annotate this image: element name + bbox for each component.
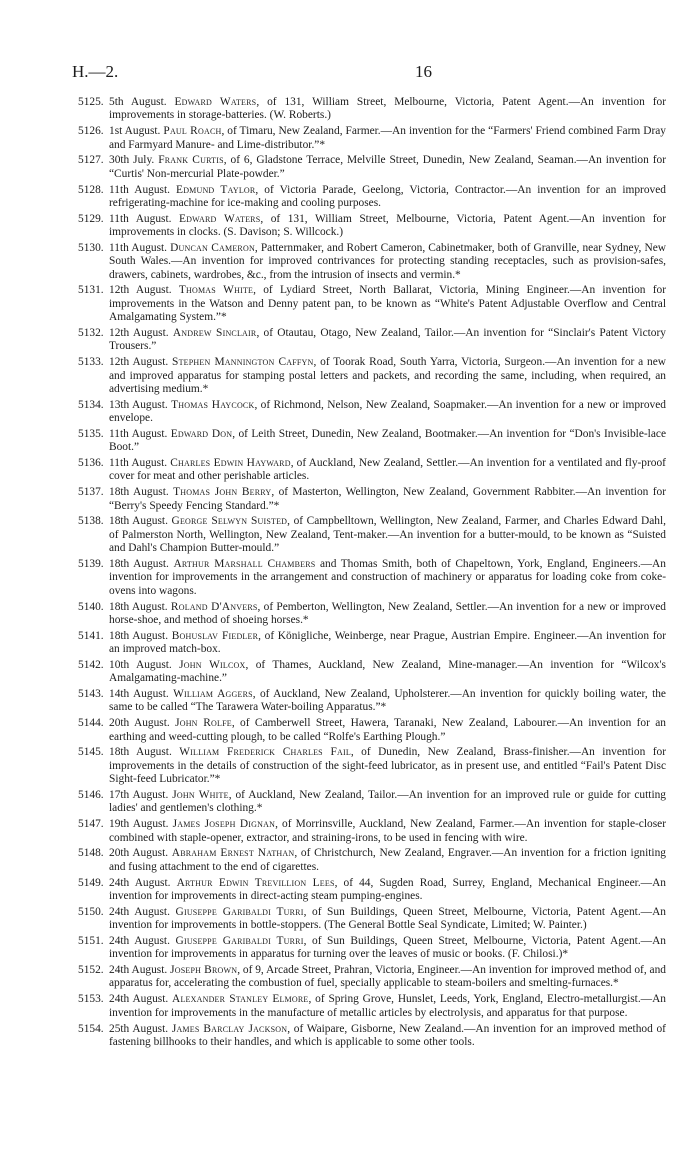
entry-number: 5127. [78, 154, 104, 167]
entry-date: 18th August. [109, 558, 169, 570]
invention-description: , of Spring Grove, Hunslet, Leeds, York, England, Electro-metallurgist.—An invention for improvements in the manufacture of metallic articles by electrolysis, and apparatus for that purpose. [109, 993, 666, 1019]
entry-text [109, 327, 666, 354]
applicant-name: Frank Curtis [158, 154, 224, 167]
entry-text [109, 213, 666, 240]
applicant-name: Thomas John Berry [173, 486, 272, 499]
invention-description: , of Dunedin, New Zealand, Brass-finisher.—An invention for improvements in the details of construction of the sight-feed lubricator, as in present use, and entitled “Fail's Patent Disc Sight-feed Lubricator.”* [109, 746, 666, 786]
patent-entry [78, 96, 666, 123]
entry-number: 5152. [78, 964, 104, 977]
applicant-name: Stephen Mannington Caffyn [172, 356, 314, 369]
running-head [70, 62, 650, 84]
patent-entry [78, 659, 666, 686]
applicant-name: George Selwyn Suisted [171, 515, 288, 528]
invention-description: , of Camberwell Street, Hawera, Taranaki, New Zealand, Labourer.—An invention for an earthing and weed-cutting plough, to be called “Rolfe's Earthing Plough.” [109, 717, 666, 743]
applicant-name: Giuseppe Garibaldi Turri [175, 934, 304, 947]
entry-number: 5137. [78, 486, 104, 499]
applicant-name: John Wilcox [179, 658, 246, 671]
patent-entry [78, 1023, 666, 1050]
entry-date: 20th August. [109, 717, 170, 730]
entry-date: 30th July. [109, 154, 155, 167]
entry-text [109, 659, 666, 686]
entry-number: 5135. [78, 427, 104, 440]
entry-text [109, 789, 666, 816]
entry-number: 5134. [78, 398, 104, 411]
applicant-name: Thomas Haycock [171, 398, 255, 411]
entry-text [109, 935, 666, 962]
patent-entry [78, 356, 666, 396]
entry-text [109, 630, 666, 657]
applicant-name: James Joseph Dignan [172, 818, 276, 831]
entry-number: 5130. [78, 241, 104, 254]
entry-text [109, 428, 666, 455]
invention-description: , of Richmond, Nelson, New Zealand, Soapmaker.—An invention for a new or improved envelope. [109, 398, 666, 425]
invention-description: , of Masterton, Wellington, New Zealand, Government Rabbiter.—An invention for “Berry's Speedy Fencing Standard.”* [109, 486, 666, 512]
entry-text [109, 601, 666, 628]
applicant-name: John Rolfe [175, 717, 232, 730]
entry-date: 11th August. [109, 427, 168, 440]
entry-text [109, 717, 666, 744]
entry-date: 11th August. [109, 212, 172, 225]
entry-date: 5th August. [109, 96, 167, 108]
invention-description: , of Otautau, Otago, New Zealand, Tailor.—An invention for “Sinclair's Patent Victory Trousers.” [109, 327, 666, 353]
entry-text [109, 154, 666, 181]
entry-number: 5147. [78, 818, 104, 831]
entry-text [109, 125, 666, 152]
invention-description: , of Thames, Auckland, New Zealand, Mine-manager.—An invention for “Wilcox's Amalgamating-machine.” [109, 658, 666, 685]
invention-description: , Patternmaker, and Robert Cameron, Cabinetmaker, both of Granville, near Sydney, New South Wales.—An invention for improved contrivances for protecting standing receptacles, such as provision-safes, drawers, cabinets, wardrobes, &c., from the intrusion of insects and vermin.* [109, 241, 666, 281]
invention-description: , of 131, William Street, Melbourne, Victoria, Patent Agent.—An invention for improvements in storage-batteries. (W. Roberts.) [109, 96, 667, 122]
entry-number: 5143. [78, 688, 104, 701]
patent-entry [78, 847, 666, 874]
invention-description: , of Auckland, New Zealand, Upholsterer.—An invention for quickly boiling water, the same to be called “The Tarawera Water-boiling Apparatus.”* [109, 688, 666, 714]
invention-description: , of 44, Sugden Road, Surrey, England, Mechanical Engineer.—An invention for improvements in direct-acting steam pumping-engines. [109, 876, 666, 902]
entry-number: 5149. [78, 876, 104, 889]
patent-entry [78, 717, 666, 744]
entry-text [109, 688, 666, 715]
invention-description: , of Toorak Road, South Yarra, Victoria, Surgeon.—An invention for a new and improved apparatus for stamping postal letters and packets, and recording the same, including, when required, an advertising medium.* [109, 356, 666, 395]
patent-entry [78, 486, 666, 513]
applicant-name: Arthur Edwin Trevillion Lees [176, 876, 335, 889]
entry-number: 5129. [78, 212, 104, 225]
applicant-name: Giuseppe Garibaldi Turri [175, 905, 304, 918]
entry-text [109, 515, 666, 555]
invention-description: , of Sun Buildings, Queen Street, Melbourne, Victoria, Patent Agent.—An invention for improvements in apparatus for turning over the leaves of music or books. (F. Chilosi.)* [109, 934, 666, 961]
entry-text [109, 486, 666, 513]
entry-text [109, 558, 666, 598]
section-reference: H.—2. [72, 62, 119, 81]
invention-description: , of Leith Street, Dunedin, New Zealand, Bootmaker.—An invention for “Don's Invisible-lace Boot.” [109, 427, 666, 454]
entry-date: 18th August. [109, 486, 169, 499]
patent-entry [78, 993, 666, 1020]
applicant-name: William Aggers [173, 688, 253, 701]
patent-entry [78, 399, 666, 426]
entry-text [109, 1023, 666, 1050]
invention-description: , of Sun Buildings, Queen Street, Melbourne, Victoria, Patent Agent.—An invention for improvements in bottle-stoppers. (The General Bottle Seal Syndicate, Limited; W. Painter.) [109, 905, 666, 932]
entry-number: 5141. [78, 629, 104, 642]
applicant-name: Thomas White [178, 284, 254, 297]
entry-number: 5146. [78, 789, 104, 801]
applicant-name: Paul Roach [163, 125, 222, 138]
entry-date: 12th August. [109, 284, 172, 297]
entry-number: 5128. [78, 183, 104, 196]
entry-number: 5126. [78, 125, 104, 138]
entry-date: 18th August. [109, 600, 168, 613]
entry-text [109, 457, 666, 484]
entry-text [109, 964, 666, 991]
patent-entry [78, 154, 666, 181]
patent-entry [78, 906, 666, 933]
entry-date: 24th August. [109, 876, 171, 889]
entry-text [109, 96, 666, 123]
invention-description: , of Lydiard Street, North Ballarat, Victoria, Mining Engineer.—An invention for improvements in the Watson and Denny patent pan, to be known as “White's Patent Adjustable Overflow and Central Amalgamating System.”* [109, 284, 666, 324]
entry-date: 24th August. [109, 993, 169, 1006]
entry-number: 5154. [78, 1022, 104, 1035]
patent-entry [78, 688, 666, 715]
entry-number: 5145. [78, 746, 104, 759]
page-number: 16 [415, 62, 432, 81]
invention-description: , of 131, William Street, Melbourne, Victoria, Patent Agent.—An invention for improvements in clocks. (S. Davison; S. Willcock.) [109, 212, 667, 239]
entry-text [109, 818, 666, 845]
entry-number: 5125. [78, 96, 104, 108]
entry-date: 12th August. [109, 356, 169, 369]
patent-entry [78, 428, 666, 455]
entry-text [109, 746, 666, 786]
entry-number: 5131. [78, 284, 104, 297]
entry-text [109, 284, 666, 324]
entry-date: 20th August. [109, 847, 169, 860]
entry-text [109, 242, 666, 282]
entry-number: 5138. [78, 515, 104, 528]
entry-text [109, 877, 666, 904]
entry-date: 18th August. [109, 629, 169, 642]
applicant-name: Roland D'Anvers [170, 600, 258, 613]
entry-number: 5142. [78, 658, 104, 671]
entry-text [109, 356, 666, 396]
entry-date: 11th August. [109, 457, 168, 470]
patent-entry [78, 457, 666, 484]
invention-description: , of Christchurch, New Zealand, Engraver.—An invention for a friction igniting and fusing attachment to the end of cigarettes. [109, 847, 666, 873]
entry-date: 18th August. [109, 746, 172, 759]
entry-date: 24th August. [109, 934, 170, 947]
patent-entry [78, 242, 666, 282]
patent-entry [78, 746, 666, 786]
invention-description: , of Königliche, Weinberge, near Prague, Austrian Empire. Engineer.—An invention for an improved match-box. [109, 629, 667, 656]
entry-date: 24th August. [109, 964, 168, 977]
patent-entry [78, 327, 666, 354]
applicant-name: Andrew Sinclair [172, 327, 257, 339]
patent-application-list [78, 96, 666, 1052]
applicant-name: Duncan Cameron [170, 241, 255, 254]
entry-number: 5139. [78, 558, 104, 570]
entry-text [109, 399, 666, 426]
entry-date: 12th August. [109, 327, 169, 339]
entry-number: 5148. [78, 847, 104, 860]
invention-description: , of Morrinsville, Auckland, New Zealand, Farmer.—An invention for staple-closer combined with staple-opener, extractor, and straining-irons, to be used in fencing with wire. [109, 818, 666, 844]
entry-number: 5150. [78, 905, 104, 918]
entry-date: 25th August. [109, 1022, 169, 1035]
patent-entry [78, 213, 666, 240]
patent-entry [78, 877, 666, 904]
entry-text [109, 906, 666, 933]
entry-date: 13th August. [109, 398, 168, 411]
applicant-name: John White [172, 789, 229, 801]
patent-entry [78, 284, 666, 324]
applicant-name: Edmund Taylor [176, 183, 256, 196]
applicant-name: Charles Edwin Hayward [170, 457, 291, 470]
invention-description: , of Waipare, Gisborne, New Zealand.—An invention for an improved method of fastening billhooks to their handles, and which is applicable to some other tools. [109, 1022, 666, 1048]
entry-number: 5132. [78, 327, 104, 339]
invention-description: , of 9, Arcade Street, Prahran, Victoria, Engineer.—An invention for improved method of, and apparatus for, accelerating the combustion of fuel, specially applicable to steam-boilers and smelting-furnaces.* [109, 964, 666, 990]
patent-entry [78, 125, 666, 152]
applicant-name: Abraham Ernest Nathan [171, 847, 295, 860]
entry-date: 1st August. [109, 125, 161, 138]
applicant-name: Edward Waters [178, 212, 261, 225]
entry-number: 5136. [78, 457, 104, 470]
entry-text [109, 847, 666, 874]
entry-number: 5144. [78, 717, 104, 730]
entry-date: 19th August. [109, 818, 169, 831]
patent-entry [78, 964, 666, 991]
entry-date: 10th August. [109, 658, 172, 671]
applicant-name: James Barclay Jackson [171, 1022, 288, 1035]
applicant-name: Edward Waters [174, 96, 257, 108]
patent-entry [78, 558, 666, 598]
applicant-name: Arthur Marshall Chambers [173, 558, 316, 570]
invention-description: , of 6, Gladstone Terrace, Melville Street, Dunedin, New Zealand, Seaman.—An invention for “Curtis' Non-mercurial Plate-powder.” [109, 154, 666, 180]
entry-number: 5153. [78, 993, 104, 1006]
patent-entry [78, 601, 666, 628]
applicant-name: Edward Don [170, 427, 233, 440]
patent-entry [78, 789, 666, 816]
invention-description: , of Auckland, New Zealand, Tailor.—An invention for an improved rule or guide for cutting ladies' and gentlemen's clothing.* [109, 789, 666, 815]
invention-description: , of Campbelltown, Wellington, New Zealand, Farmer, and Charles Edward Dahl, of Palmerston North, Wellington, New Zealand, Tent-maker.—An invention for a butter-mould, to be known as “Suisted and Dahl's Champion Butter-mould.” [109, 515, 667, 555]
entry-date: 11th August. [109, 183, 170, 196]
entry-date: 14th August. [109, 688, 169, 701]
entry-number: 5133. [78, 356, 104, 369]
invention-description: , of Pemberton, Wellington, New Zealand, Settler.—An invention for a new or improved horse-shoe, and method of shoeing horses.* [109, 600, 666, 626]
applicant-name: Alexander Stanley Elmore [172, 993, 309, 1006]
entry-date: 17th August. [109, 789, 169, 801]
entry-text [109, 993, 666, 1020]
patent-entry [78, 515, 666, 555]
patent-entry [78, 935, 666, 962]
patent-entry [78, 818, 666, 845]
entry-date: 24th August. [109, 905, 170, 918]
applicant-name: Bohuslav Fiedler [171, 629, 259, 642]
entry-number: 5140. [78, 600, 104, 613]
entry-date: 18th August. [109, 515, 168, 528]
entry-date: 11th August. [109, 241, 168, 254]
applicant-name: Joseph Brown [170, 964, 238, 977]
invention-description: , of Auckland, New Zealand, Settler.—An invention for a ventilated and fly-proof cover for meat and other perishable articles. [109, 457, 666, 483]
invention-description: , of Victoria Parade, Geelong, Victoria, Contractor.—An invention for an improved refrigerating-machine for ice-making and cooling purposes. [109, 183, 666, 209]
entry-number: 5151. [78, 934, 104, 947]
invention-description: and Thomas Smith, both of Chapeltown, York, England, Engineers.—An invention for improvements in the arrangement and construction of machinery or apparatus for loading coke from coke-ovens into wagons. [109, 558, 666, 597]
invention-description: , of Timaru, New Zealand, Farmer.—An invention for the “Farmers' Friend combined Farm Dray and Farmyard Manure- and Lime-distributor.”* [109, 125, 666, 151]
applicant-name: William Frederick Charles Fail [179, 746, 351, 759]
entry-text [109, 184, 666, 211]
patent-entry [78, 184, 666, 211]
patent-entry [78, 630, 666, 657]
